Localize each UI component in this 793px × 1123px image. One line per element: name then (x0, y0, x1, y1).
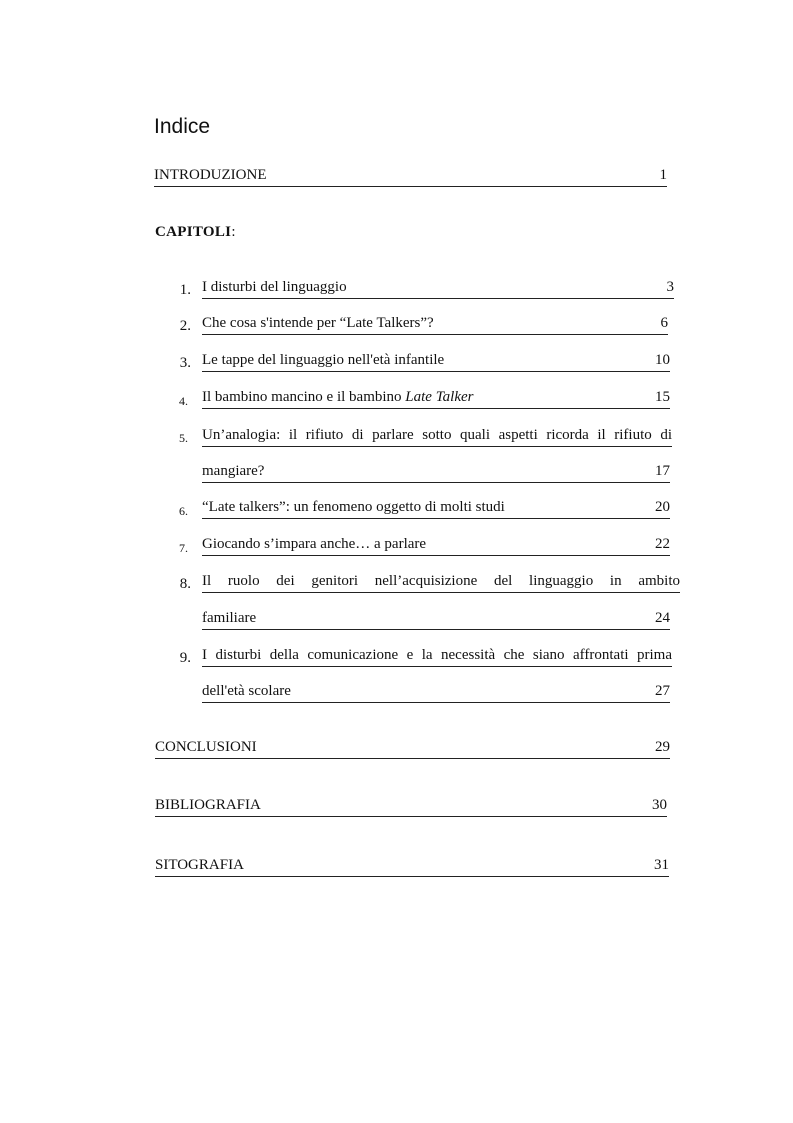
chapter-number: 4. (179, 394, 188, 408)
chapter-number: 1. (179, 282, 191, 298)
chapter-number: 9. (179, 650, 191, 666)
chapter-number: 2. (179, 318, 191, 334)
toc-entry-label: I disturbi della comunicazione e la necessità che siano affrontati prima (202, 647, 672, 663)
chapter-number: 5. (179, 431, 188, 445)
toc-entry-chapter-7[interactable] (202, 535, 670, 556)
toc-entry-page: 10 (655, 352, 670, 368)
chapters-heading: CAPITOLI: (155, 224, 236, 240)
toc-entry-chapter-9-line-2[interactable] (202, 682, 670, 703)
toc-entry-chapter-8-line-1[interactable] (202, 572, 680, 593)
toc-entry-label: I disturbi del linguaggio (202, 279, 347, 295)
toc-entry-page: 17 (655, 463, 670, 479)
toc-entry-label: Che cosa s'intende per “Late Talkers”? (202, 315, 434, 331)
toc-entry-label: Il bambino mancino e il bambino Late Talker (202, 389, 474, 405)
toc-entry-label: CONCLUSIONI (155, 739, 257, 755)
toc-entry-chapter-8-line-2[interactable] (202, 609, 670, 630)
toc-entry-page: 22 (655, 536, 670, 552)
toc-entry-label: BIBLIOGRAFIA (155, 797, 261, 813)
toc-entry-page: 6 (660, 315, 668, 331)
toc-entry-chapter-1[interactable] (202, 278, 674, 299)
chapter-number: 8. (179, 576, 191, 592)
toc-entry-conclusioni[interactable] (155, 738, 670, 759)
toc-entry-introduzione[interactable] (154, 166, 667, 187)
chapter-number: 3. (179, 355, 191, 371)
toc-entry-chapter-6[interactable] (202, 498, 670, 519)
toc-entry-chapter-5-line-1[interactable] (202, 426, 672, 447)
toc-entry-label: Un’analogia: il rifiuto di parlare sotto quali aspetti ricorda il rifiuto di (202, 427, 672, 443)
toc-entry-label: Il ruolo dei genitori nell’acquisizione del linguaggio in ambito (202, 573, 680, 589)
toc-entry-page: 1 (659, 167, 667, 183)
toc-entry-sitografia[interactable] (155, 856, 669, 877)
toc-entry-page: 27 (655, 683, 670, 699)
toc-entry-chapter-2[interactable] (202, 314, 668, 335)
page-title: Indice (154, 115, 211, 138)
toc-entry-chapter-3[interactable] (202, 351, 670, 372)
toc-entry-page: 30 (652, 797, 667, 813)
toc-entry-label: Giocando s’impara anche… a parlare (202, 536, 427, 552)
toc-entry-label: mangiare? (202, 463, 265, 479)
toc-entry-chapter-5-line-2[interactable] (202, 462, 670, 483)
toc-entry-bibliografia[interactable] (155, 796, 667, 817)
toc-entry-chapter-9-line-1[interactable] (202, 646, 672, 667)
toc-entry-label: Le tappe del linguaggio nell'età infantile (202, 352, 445, 368)
toc-entry-page: 24 (655, 610, 670, 626)
chapter-number: 7. (179, 541, 188, 555)
toc-entry-label: “Late talkers”: un fenomeno oggetto di molti studi (202, 499, 505, 515)
toc-entry-page: 29 (655, 739, 670, 755)
toc-entry-label: INTRODUZIONE (154, 167, 267, 183)
toc-entry-page: 15 (655, 389, 670, 405)
toc-entry-label: familiare (202, 610, 257, 626)
toc-entry-page: 31 (654, 857, 669, 873)
toc-entry-label: dell'età scolare (202, 683, 291, 699)
toc-entry-chapter-4[interactable] (202, 388, 670, 409)
toc-entry-page: 20 (655, 499, 670, 515)
toc-entry-page: 3 (666, 279, 674, 295)
chapter-number: 6. (179, 504, 188, 518)
toc-entry-label: SITOGRAFIA (155, 857, 244, 873)
